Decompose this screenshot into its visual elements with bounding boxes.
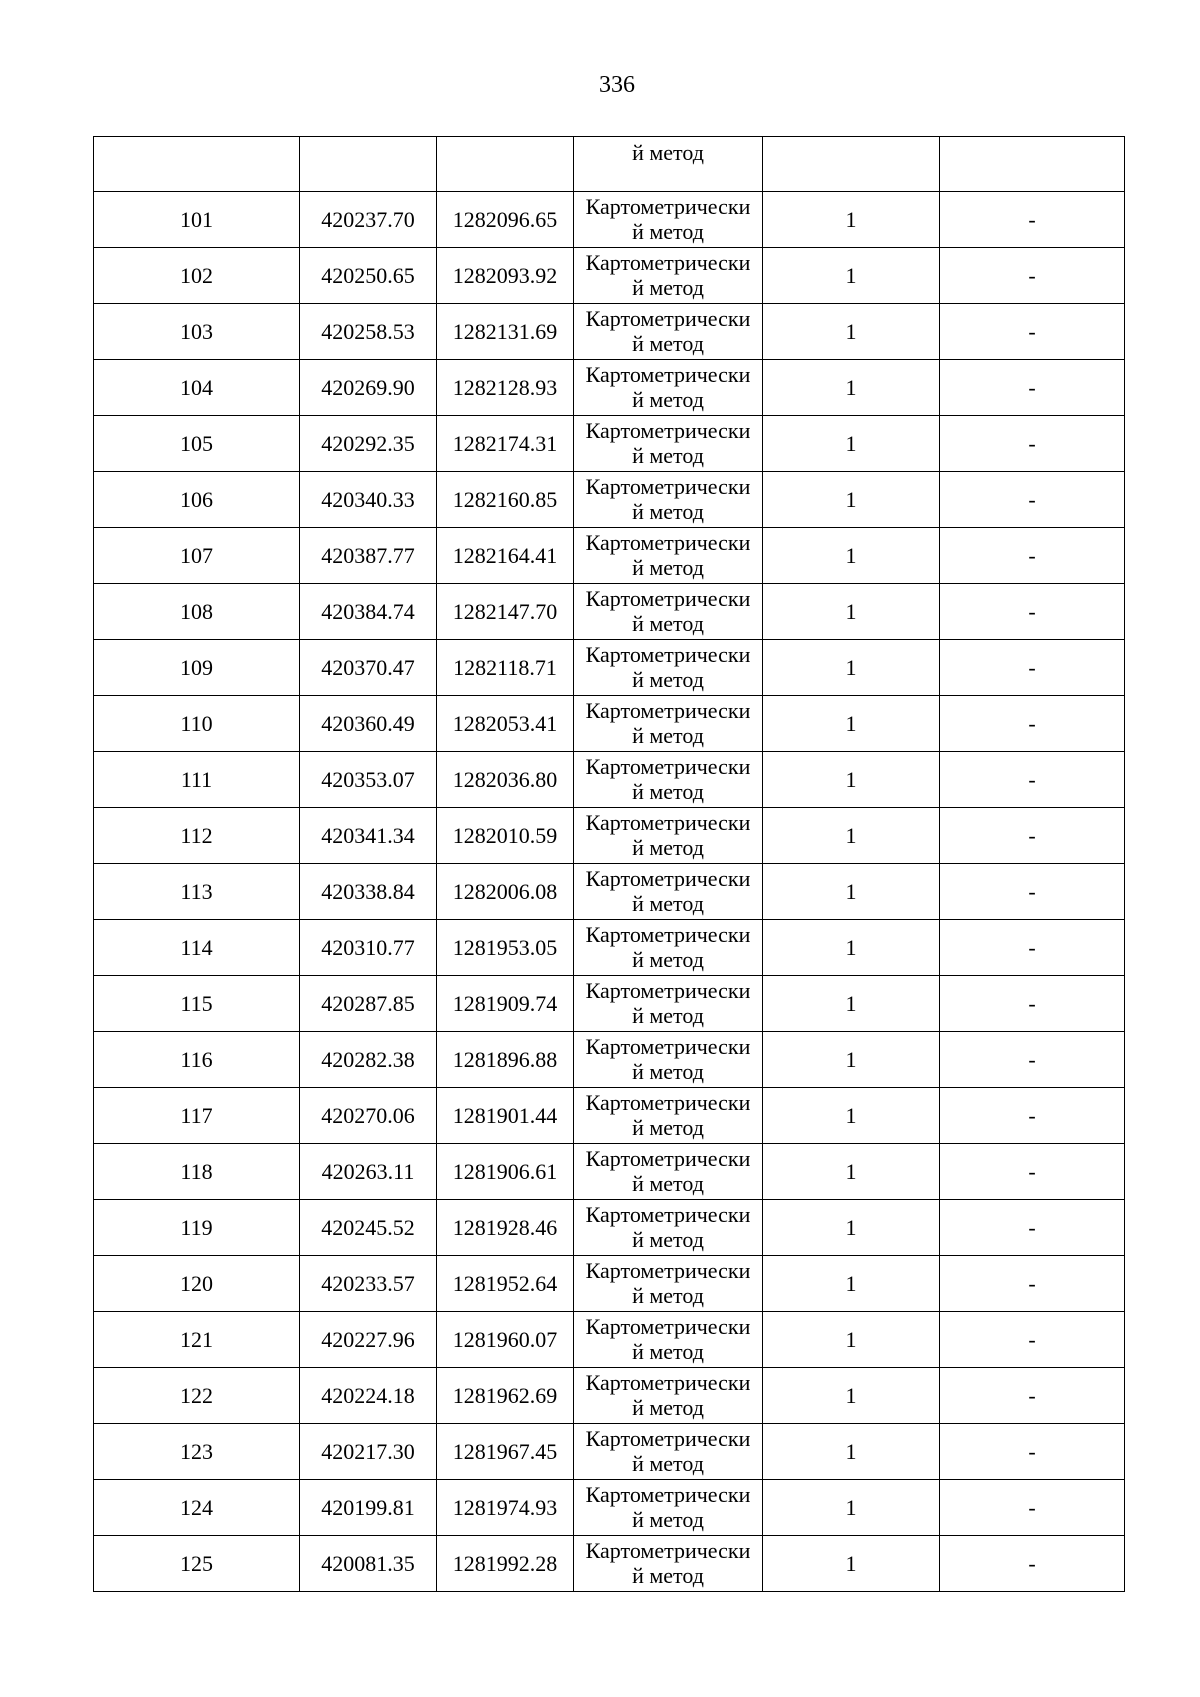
cell-method xyxy=(574,1312,763,1368)
table-row xyxy=(94,1368,1125,1424)
cell-x xyxy=(300,137,437,192)
cell-x: 420263.11 xyxy=(300,1144,437,1200)
cell-y: 1281896.88 xyxy=(437,1032,574,1088)
cell-x: 420387.77 xyxy=(300,528,437,584)
method-line-1: Картометрически xyxy=(585,1538,751,1563)
cell-method xyxy=(574,640,763,696)
cell-x: 420310.77 xyxy=(300,920,437,976)
cell-note: - xyxy=(940,920,1125,976)
cell-method xyxy=(574,416,763,472)
cell-y: 1281901.44 xyxy=(437,1088,574,1144)
cell-y: 1282010.59 xyxy=(437,808,574,864)
cell-point-number: 111 xyxy=(94,752,300,808)
cell-y: 1282174.31 xyxy=(437,416,574,472)
cell-note: - xyxy=(940,192,1125,248)
cell-accuracy: 1 xyxy=(763,1088,940,1144)
cell-method: й метод xyxy=(574,137,763,192)
cell-method xyxy=(574,976,763,1032)
table-row xyxy=(94,472,1125,528)
cell-point-number: 104 xyxy=(94,360,300,416)
table-row xyxy=(94,416,1125,472)
method-line-2: й метод xyxy=(632,443,704,468)
page-number: 336 xyxy=(599,72,635,98)
cell-accuracy: 1 xyxy=(763,1536,940,1592)
cell-x: 420227.96 xyxy=(300,1312,437,1368)
cell-accuracy: 1 xyxy=(763,696,940,752)
table-row xyxy=(94,976,1125,1032)
cell-x: 420270.06 xyxy=(300,1088,437,1144)
method-line-1: Картометрически xyxy=(585,1482,751,1507)
method-line-1: Картометрически xyxy=(585,754,751,779)
method-line-2: й метод xyxy=(632,1339,704,1364)
method-line-2: й метод xyxy=(632,1003,704,1028)
cell-accuracy: 1 xyxy=(763,1032,940,1088)
method-line-1: Картометрически xyxy=(585,1202,751,1227)
cell-point-number: 112 xyxy=(94,808,300,864)
cell-y xyxy=(437,137,574,192)
cell-note: - xyxy=(940,1312,1125,1368)
method-line-1: Картометрически xyxy=(585,1146,751,1171)
cell-method xyxy=(574,864,763,920)
cell-x: 420292.35 xyxy=(300,416,437,472)
cell-point-number: 121 xyxy=(94,1312,300,1368)
method-line-1: Картометрически xyxy=(585,530,751,555)
cell-x: 420217.30 xyxy=(300,1424,437,1480)
cell-note: - xyxy=(940,1368,1125,1424)
cell-y: 1282118.71 xyxy=(437,640,574,696)
cell-y: 1281967.45 xyxy=(437,1424,574,1480)
cell-y: 1282128.93 xyxy=(437,360,574,416)
cell-method xyxy=(574,696,763,752)
cell-point-number: 118 xyxy=(94,1144,300,1200)
table-row xyxy=(94,360,1125,416)
method-line-1: Картометрически xyxy=(585,194,751,219)
method-line-2: й метод xyxy=(632,947,704,972)
cell-y: 1281960.07 xyxy=(437,1312,574,1368)
cell-note: - xyxy=(940,528,1125,584)
cell-method xyxy=(574,472,763,528)
table-row xyxy=(94,1480,1125,1536)
method-line-2: й метод xyxy=(632,779,704,804)
cell-method xyxy=(574,360,763,416)
table-row xyxy=(94,864,1125,920)
cell-x: 420199.81 xyxy=(300,1480,437,1536)
cell-y: 1281906.61 xyxy=(437,1144,574,1200)
method-line-2: й метод xyxy=(632,1227,704,1252)
table-row xyxy=(94,920,1125,976)
table-row xyxy=(94,1144,1125,1200)
cell-accuracy: 1 xyxy=(763,360,940,416)
cell-accuracy: 1 xyxy=(763,808,940,864)
method-line-2: й метод xyxy=(632,1451,704,1476)
method-line-2: й метод xyxy=(632,331,704,356)
method-line-1: Картометрически xyxy=(585,250,751,275)
cell-x: 420250.65 xyxy=(300,248,437,304)
cell-accuracy: 1 xyxy=(763,1256,940,1312)
cell-method xyxy=(574,1032,763,1088)
cell-point-number: 117 xyxy=(94,1088,300,1144)
cell-note: - xyxy=(940,304,1125,360)
table-row xyxy=(94,1312,1125,1368)
cell-x: 420282.38 xyxy=(300,1032,437,1088)
cell-y: 1281974.93 xyxy=(437,1480,574,1536)
method-line-2: й метод xyxy=(632,387,704,412)
cell-accuracy: 1 xyxy=(763,1368,940,1424)
cell-method xyxy=(574,1480,763,1536)
cell-point-number: 119 xyxy=(94,1200,300,1256)
coordinates-table-body xyxy=(94,137,1125,1592)
cell-note: - xyxy=(940,584,1125,640)
cell-point-number: 101 xyxy=(94,192,300,248)
cell-accuracy: 1 xyxy=(763,1312,940,1368)
cell-method xyxy=(574,808,763,864)
table-row xyxy=(94,1424,1125,1480)
cell-accuracy: 1 xyxy=(763,192,940,248)
cell-y: 1282160.85 xyxy=(437,472,574,528)
method-line-2: й метод xyxy=(632,1059,704,1084)
cell-x: 420384.74 xyxy=(300,584,437,640)
method-line-1: Картометрически xyxy=(585,362,751,387)
method-line-2: й метод xyxy=(632,611,704,636)
cell-accuracy xyxy=(763,137,940,192)
cell-method xyxy=(574,1256,763,1312)
cell-point-number: 106 xyxy=(94,472,300,528)
cell-note: - xyxy=(940,1144,1125,1200)
cell-x: 420258.53 xyxy=(300,304,437,360)
cell-note: - xyxy=(940,752,1125,808)
cell-accuracy: 1 xyxy=(763,1200,940,1256)
cell-note: - xyxy=(940,1536,1125,1592)
cell-point-number: 108 xyxy=(94,584,300,640)
coordinates-table xyxy=(93,136,1125,1592)
cell-y: 1282164.41 xyxy=(437,528,574,584)
cell-x: 420233.57 xyxy=(300,1256,437,1312)
cell-method xyxy=(574,1424,763,1480)
method-line-1: Картометрически xyxy=(585,418,751,443)
cell-x: 420353.07 xyxy=(300,752,437,808)
method-line-1: Картометрически xyxy=(585,474,751,499)
table-row xyxy=(94,528,1125,584)
method-line-2: й метод xyxy=(632,1395,704,1420)
method-line-1: Картометрически xyxy=(585,810,751,835)
method-line-1: Картометрически xyxy=(585,1034,751,1059)
cell-note: - xyxy=(940,696,1125,752)
cell-point-number: 107 xyxy=(94,528,300,584)
cell-accuracy: 1 xyxy=(763,248,940,304)
method-line-1: Картометрически xyxy=(585,586,751,611)
cell-method xyxy=(574,1536,763,1592)
method-line-1: Картометрически xyxy=(585,1258,751,1283)
cell-point-number: 109 xyxy=(94,640,300,696)
cell-method xyxy=(574,1200,763,1256)
table-row xyxy=(94,1088,1125,1144)
cell-y: 1282131.69 xyxy=(437,304,574,360)
cell-note xyxy=(940,137,1125,192)
method-line-2: й метод xyxy=(632,667,704,692)
cell-note: - xyxy=(940,360,1125,416)
cell-accuracy: 1 xyxy=(763,752,940,808)
cell-x: 420338.84 xyxy=(300,864,437,920)
cell-point-number: 115 xyxy=(94,976,300,1032)
cell-point-number: 105 xyxy=(94,416,300,472)
cell-method xyxy=(574,920,763,976)
method-line-1: Картометрически xyxy=(585,922,751,947)
cell-note: - xyxy=(940,640,1125,696)
method-line-1: Картометрически xyxy=(585,1090,751,1115)
cell-method xyxy=(574,304,763,360)
cell-note: - xyxy=(940,864,1125,920)
table-row xyxy=(94,1536,1125,1592)
continuation-row xyxy=(94,137,1125,192)
method-line-2: й метод xyxy=(632,1283,704,1308)
cell-point-number xyxy=(94,137,300,192)
method-line-2: й метод xyxy=(632,723,704,748)
cell-point-number: 116 xyxy=(94,1032,300,1088)
method-line-1: Картометрически xyxy=(585,1314,751,1339)
cell-x: 420237.70 xyxy=(300,192,437,248)
method-line-1: Картометрически xyxy=(585,306,751,331)
cell-accuracy: 1 xyxy=(763,584,940,640)
cell-point-number: 102 xyxy=(94,248,300,304)
cell-method xyxy=(574,528,763,584)
cell-x: 420245.52 xyxy=(300,1200,437,1256)
method-line-2: й метод xyxy=(632,1115,704,1140)
table-row xyxy=(94,696,1125,752)
cell-y: 1281953.05 xyxy=(437,920,574,976)
method-line-2: й метод xyxy=(632,1507,704,1532)
cell-accuracy: 1 xyxy=(763,864,940,920)
cell-method xyxy=(574,1088,763,1144)
method-line-2: й метод xyxy=(632,1171,704,1196)
method-line-1: Картометрически xyxy=(585,1370,751,1395)
cell-note: - xyxy=(940,1424,1125,1480)
cell-y: 1281992.28 xyxy=(437,1536,574,1592)
table-row xyxy=(94,584,1125,640)
cell-accuracy: 1 xyxy=(763,304,940,360)
cell-accuracy: 1 xyxy=(763,976,940,1032)
cell-x: 420370.47 xyxy=(300,640,437,696)
cell-method xyxy=(574,752,763,808)
table-row xyxy=(94,808,1125,864)
cell-y: 1281962.69 xyxy=(437,1368,574,1424)
cell-y: 1281928.46 xyxy=(437,1200,574,1256)
cell-note: - xyxy=(940,1088,1125,1144)
table-row xyxy=(94,304,1125,360)
method-line-2: й метод xyxy=(632,1563,704,1588)
cell-note: - xyxy=(940,248,1125,304)
cell-note: - xyxy=(940,976,1125,1032)
cell-accuracy: 1 xyxy=(763,640,940,696)
method-line-1: Картометрически xyxy=(585,642,751,667)
cell-accuracy: 1 xyxy=(763,1144,940,1200)
cell-y: 1282096.65 xyxy=(437,192,574,248)
cell-note: - xyxy=(940,1032,1125,1088)
method-line-1: Картометрически xyxy=(585,1426,751,1451)
cell-y: 1282053.41 xyxy=(437,696,574,752)
cell-note: - xyxy=(940,416,1125,472)
cell-method xyxy=(574,1368,763,1424)
method-line-2: й метод xyxy=(632,499,704,524)
method-line-2: й метод xyxy=(632,835,704,860)
cell-accuracy: 1 xyxy=(763,1480,940,1536)
cell-y: 1281909.74 xyxy=(437,976,574,1032)
table-row xyxy=(94,1200,1125,1256)
cell-x: 420287.85 xyxy=(300,976,437,1032)
cell-point-number: 114 xyxy=(94,920,300,976)
cell-accuracy: 1 xyxy=(763,528,940,584)
cell-accuracy: 1 xyxy=(763,416,940,472)
cell-y: 1282147.70 xyxy=(437,584,574,640)
cell-x: 420224.18 xyxy=(300,1368,437,1424)
table-row xyxy=(94,192,1125,248)
cell-y: 1281952.64 xyxy=(437,1256,574,1312)
cell-note: - xyxy=(940,1480,1125,1536)
cell-x: 420341.34 xyxy=(300,808,437,864)
cell-y: 1282036.80 xyxy=(437,752,574,808)
cell-note: - xyxy=(940,1200,1125,1256)
method-line-2: й метод xyxy=(632,891,704,916)
cell-x: 420081.35 xyxy=(300,1536,437,1592)
table-row xyxy=(94,1256,1125,1312)
cell-method xyxy=(574,248,763,304)
method-line-2: й метод xyxy=(632,219,704,244)
cell-point-number: 123 xyxy=(94,1424,300,1480)
method-line-2: й метод xyxy=(632,275,704,300)
cell-accuracy: 1 xyxy=(763,1424,940,1480)
cell-method xyxy=(574,584,763,640)
table-row xyxy=(94,752,1125,808)
cell-note: - xyxy=(940,472,1125,528)
cell-accuracy: 1 xyxy=(763,920,940,976)
cell-y: 1282006.08 xyxy=(437,864,574,920)
cell-x: 420360.49 xyxy=(300,696,437,752)
table-row xyxy=(94,640,1125,696)
method-line-1: Картометрически xyxy=(585,866,751,891)
method-line-1: Картометрически xyxy=(585,698,751,723)
method-line-1: Картометрически xyxy=(585,978,751,1003)
cell-method xyxy=(574,192,763,248)
table-row xyxy=(94,248,1125,304)
cell-point-number: 124 xyxy=(94,1480,300,1536)
cell-point-number: 122 xyxy=(94,1368,300,1424)
cell-point-number: 120 xyxy=(94,1256,300,1312)
cell-point-number: 125 xyxy=(94,1536,300,1592)
cell-note: - xyxy=(940,808,1125,864)
table-row xyxy=(94,1032,1125,1088)
cell-x: 420340.33 xyxy=(300,472,437,528)
cell-method xyxy=(574,1144,763,1200)
cell-point-number: 110 xyxy=(94,696,300,752)
cell-point-number: 113 xyxy=(94,864,300,920)
cell-accuracy: 1 xyxy=(763,472,940,528)
method-line-2: й метод xyxy=(632,555,704,580)
cell-point-number: 103 xyxy=(94,304,300,360)
cell-note: - xyxy=(940,1256,1125,1312)
cell-y: 1282093.92 xyxy=(437,248,574,304)
cell-x: 420269.90 xyxy=(300,360,437,416)
